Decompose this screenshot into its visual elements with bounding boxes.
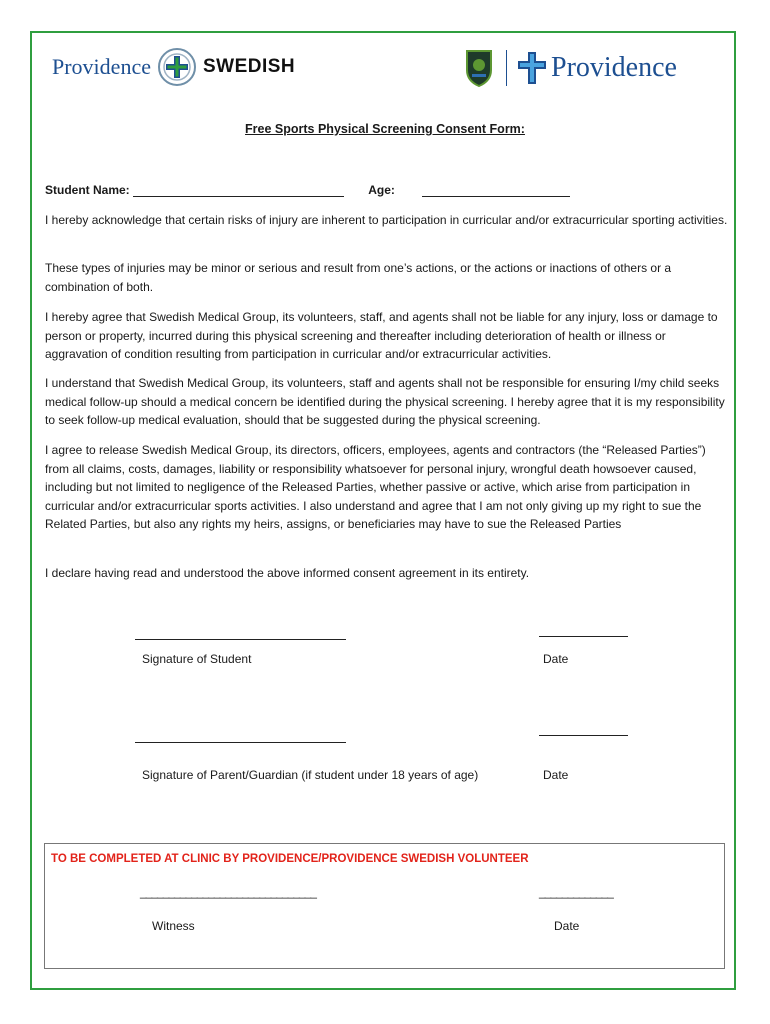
logo-divider [506, 50, 507, 86]
student-name-field[interactable] [133, 184, 344, 197]
paragraph-liability: I hereby agree that Swedish Medical Group, its volunteers, staff, and agents shall not be liable for any injury, loss or damage to person or property, incurred during this physical screening and thereafter including deterioration of health or illness or aggravation of condition resulting from participation in curricular and/or extracurricular activities. [45, 310, 718, 361]
witness-date-line[interactable]: _____________ [539, 885, 613, 899]
age-label: Age: [368, 183, 395, 197]
witness-label: Witness [152, 919, 195, 933]
sounders-providence-logo [464, 44, 677, 92]
paragraph-injuries: These types of injuries may be minor or serious and result from one’s actions, or the actions or inactions of others or a combination of both. [45, 261, 672, 294]
witness-date-label: Date [554, 919, 580, 933]
providence-wordmark-right: Providence [551, 52, 677, 83]
swedish-wordmark: SWEDISH [202, 56, 296, 77]
paragraph-release: I agree to release Swedish Medical Group, its directors, officers, employees, agents and contractors (the “Released Parties”) from all claims, costs, damages, liability or responsibility whatsoever for personal injury, wrongful death howsoever caused, including but not limited to negligence of the Released Parties, whether passive or active, which arise from participation in curricular and/or extracurricular sports activities. I also understand and agree that I am not only giving up my right to sue the Related Parties, but also any rights my heirs, assigns, or beneficiaries may have to sue the Released Parties [45, 443, 706, 531]
sounders-shield-icon [464, 48, 494, 88]
providence-cross-icon [517, 51, 547, 85]
providence-wordmark: Providence [52, 54, 151, 79]
providence-swedish-logo [52, 44, 295, 90]
paragraph-declaration: I declare having read and understood the above informed consent agreement in its entirety. [45, 566, 530, 580]
age-field[interactable] [422, 184, 570, 197]
student-name-label: Student Name: [45, 183, 130, 197]
student-date-line[interactable] [539, 636, 628, 637]
paragraph-risk: I hereby acknowledge that certain risks of injury are inherent to participation in curricular and/or extracurricular sporting activities. [45, 213, 728, 227]
student-date-label: Date [543, 652, 569, 666]
parent-date-line[interactable] [539, 735, 628, 736]
parent-signature-label: Signature of Parent/Guardian (if student under 18 years of age) [142, 768, 479, 782]
paragraph-follow-up: I understand that Swedish Medical Group, its volunteers, staff and agents shall not be responsible for ensuring I/my child seeks medical follow-up should a medical concern be identified during the physical screening. I hereby agree that it is my responsibility to seek follow-up medical evaluation, should that be suggested during the physical screening. [45, 376, 725, 427]
parent-date-label: Date [543, 768, 569, 782]
clinic-section-title: TO BE COMPLETED AT CLINIC BY PROVIDENCE/PROVIDENCE SWEDISH VOLUNTEER [51, 853, 529, 865]
swedish-seal-icon [157, 47, 197, 87]
student-signature-label: Signature of Student [142, 652, 252, 666]
student-info-row [45, 183, 570, 197]
parent-signature-line[interactable] [135, 742, 346, 743]
form-title: Free Sports Physical Screening Consent Form: [245, 122, 525, 136]
student-signature-line[interactable] [135, 639, 346, 640]
witness-signature-line[interactable]: _______________________________ [140, 885, 316, 899]
